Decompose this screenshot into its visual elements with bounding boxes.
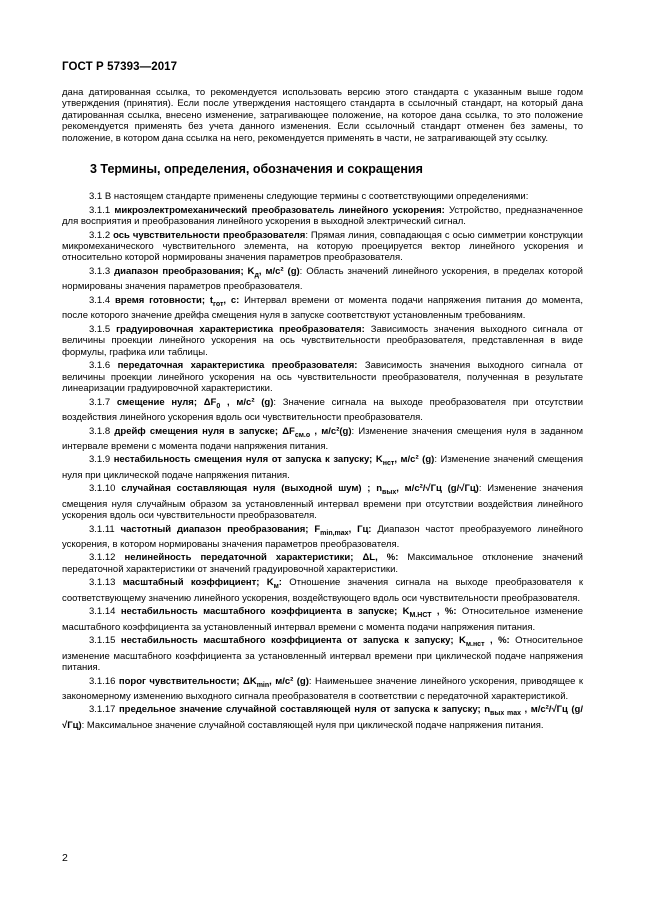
section-lead-paragraph: 3.1 В настоящем стандарте применены следующие термины с соответствующими определениями: xyxy=(89,191,529,203)
term-definition: Зависимость значения выходного сигнала от величины проекции линейного ускорения на ось чувствительности преобразователя, полученная в результате линеаризации градуировочной характеристики. xyxy=(62,360,583,395)
term-unit: , м/с² (g) xyxy=(394,454,435,466)
term-unit: : xyxy=(278,577,282,589)
term-name: масштабный коэффициент; K xyxy=(122,577,274,589)
term-definition: Относительное изменение масштабного коэффициента за установленный интервал времени при циклической подаче напряжения питания. xyxy=(62,635,583,673)
term-definition: : Наименьшее значение линейного ускорения, приводящее к закономерному изменению выходного сигнала преобразователя в соответствии с передаточной характеристикой. xyxy=(62,675,583,702)
document-code-header: ГОСТ Р 57393—2017 xyxy=(62,61,178,73)
term-name: смещение нуля; ΔF xyxy=(116,396,217,408)
term-number: 3.1.2 xyxy=(89,229,114,241)
term-number: 3.1.7 xyxy=(89,396,117,408)
term-entry xyxy=(62,704,583,731)
term-unit: , м/с²(g) xyxy=(310,425,352,437)
term-symbol-subscript: 0 xyxy=(216,402,221,410)
term-definition: : Значение сигнала на выходе преобразователя при отсутствии воздействия линейного ускорения вдоль оси чувствительности преобразователя. xyxy=(62,396,583,423)
term-name: нестабильность смещения нуля от запуска к запуску; K xyxy=(113,454,383,466)
term-unit: , м/с²/√Гц (g/√Гц) xyxy=(62,704,583,731)
term-unit: , м/с² (g) xyxy=(269,675,309,687)
term-entry xyxy=(62,426,583,453)
term-number: 3.1.1 xyxy=(89,204,115,216)
term-number: 3.1.17 xyxy=(89,704,119,716)
term-number: 3.1.12 xyxy=(89,552,125,564)
term-definition: Диапазон частот преобразуемого линейного ускорения, в котором нормированы значения параметров преобразователя. xyxy=(62,523,583,550)
term-entry xyxy=(62,524,583,551)
term-number: 3.1.15 xyxy=(89,635,121,647)
term-name: диапазон преобразования; K xyxy=(114,266,255,278)
term-name: частотный диапазон преобразования; F xyxy=(120,523,321,535)
term-name: предельное значение случайной составляющей нуля от запуска к запуску; n xyxy=(118,704,491,716)
term-entry xyxy=(62,577,583,604)
term-number: 3.1.13 xyxy=(89,577,123,589)
term-entry xyxy=(62,324,583,358)
term-name: случайная составляющая нуля (выходной шум) ; n xyxy=(121,483,383,495)
term-definition: Зависимость значения выходного сигнала от величины проекции линейного ускорения на ось чувствительности преобразователя, представленная в виде формулы, графика или таблицы. xyxy=(62,323,583,358)
terms-list xyxy=(62,205,583,732)
term-entry xyxy=(62,230,583,264)
document-body xyxy=(62,87,583,733)
term-name: время готовности; t xyxy=(114,294,214,306)
term-unit: , %: xyxy=(431,606,457,618)
term-number: 3.1.9 xyxy=(89,454,114,466)
term-symbol-subscript: гот xyxy=(213,300,224,308)
term-unit: , Гц: xyxy=(348,523,372,535)
term-number: 3.1.16 xyxy=(89,675,119,687)
term-number: 3.1.5 xyxy=(89,323,117,335)
term-number: 3.1.8 xyxy=(89,425,115,437)
term-number: 3.1.10 xyxy=(89,483,122,495)
term-name: градуировочная характеристика преобразователя: xyxy=(116,323,365,335)
term-name: дрейф смещения нуля в запуске; ΔF xyxy=(114,425,295,437)
term-entry xyxy=(62,205,583,228)
term-definition: Интервал времени от момента подачи напряжения питания до момента, после которого значение дрейфа смещения нуля в запуске соответствуют установленным требованиям. xyxy=(62,294,583,322)
term-definition: Максимальное отклонение значений передаточной характеристики от значений градуировочной характеристики. xyxy=(62,552,583,575)
term-symbol-subscript: М.НСТ xyxy=(409,612,432,620)
term-definition: Отношение значения сигнала на выходе преобразователя к соответствующему значению линейного ускорения, воздействующего вдоль оси чувствительности преобразователя. xyxy=(62,577,584,604)
term-definition: : Прямая линия, совпадающая с осью симметрии конструкции микромеханического чувствительного элемента, на которую проецируется вектор линейного ускорения и относительно которой нормированы значения параметров преобразователя. xyxy=(62,229,583,264)
term-symbol-subscript: вых xyxy=(382,489,397,497)
term-entry xyxy=(62,397,583,424)
term-definition: : Изменение значений смещения нуля при циклической подаче напряжения питания. xyxy=(62,454,583,481)
term-unit: , м/с²/√Гц (g/√Гц) xyxy=(396,483,479,495)
term-unit: , м/с² (g) xyxy=(220,396,274,408)
term-symbol-subscript: см.о xyxy=(294,431,311,439)
term-symbol-subscript: min xyxy=(256,681,270,689)
term-name: ось чувствительности преобразователя xyxy=(113,229,306,241)
term-name: передаточная характеристика преобразователя: xyxy=(117,360,358,372)
term-name: микроэлектромеханический преобразователь линейного ускорения: xyxy=(114,204,445,216)
term-name: нелинейность передаточной характеристики; ΔL, %: xyxy=(124,552,399,564)
term-unit: , %: xyxy=(484,635,510,647)
term-definition: : Максимальное значение случайной составляющей нуля при циклической подаче напряжения питания. xyxy=(81,719,544,731)
term-entry xyxy=(62,360,583,394)
page-number: 2 xyxy=(62,852,68,864)
term-number: 3.1.3 xyxy=(89,266,115,278)
term-number: 3.1.6 xyxy=(89,360,118,372)
term-definition: : Область значений линейного ускорения, в пределах которой нормированы значения параметров преобразователя. xyxy=(62,266,583,293)
term-entry xyxy=(62,266,583,293)
term-definition: Устройство, предназначенное для восприятия и преобразования линейного ускорения в выходной электрический сигнал. xyxy=(62,204,583,228)
term-unit: , м/с² (g) xyxy=(258,266,300,278)
term-symbol-subscript: нст xyxy=(382,460,395,468)
term-entry xyxy=(62,635,583,673)
term-symbol-subscript: вых max xyxy=(490,710,522,718)
term-definition: : Изменение значения смещения нуля случайным образом за установленный интервал времени при отсутствии воздействия линейного ускорения вдоль оси чувствительности преобразователя. xyxy=(62,483,583,521)
section-title: 3 Термины, определения, обозначения и сокращения xyxy=(90,162,423,177)
term-entry xyxy=(62,676,583,703)
term-entry xyxy=(62,606,583,633)
term-entry xyxy=(62,295,583,322)
term-symbol-subscript: м.нст xyxy=(465,641,485,649)
term-number: 3.1.4 xyxy=(89,294,115,306)
term-symbol-subscript: м xyxy=(273,583,279,591)
term-entry xyxy=(62,552,583,575)
term-name: порог чувствительности; ΔK xyxy=(118,675,257,687)
term-unit: , с: xyxy=(223,294,240,306)
term-number: 3.1.11 xyxy=(89,523,121,535)
term-definition: Относительное изменение масштабного коэффициента за установленный интервал времени с момента подачи напряжения питания. xyxy=(62,606,584,633)
term-name: нестабильность масштабного коэффициента в запуске; K xyxy=(120,606,410,618)
term-entry xyxy=(62,483,583,521)
term-symbol-subscript: min,max xyxy=(320,529,349,537)
term-definition: : Изменение значения смещения нуля в заданном интервале времени с момента подачи напряжения питания. xyxy=(62,425,583,452)
term-number: 3.1.14 xyxy=(89,606,121,618)
intro-paragraph: дана датированная ссылка, то рекомендуется использовать версию этого стандарта с указанным выше годом утверждения (принятия). Если после утверждения настоящего стандарта в ссылочный стандарт, на который дана датированная ссылка, внесено изменение, затрагивающее положение, на которое дана ссылка, то это положение рекомендуется применять без учета данного изменения. Если ссылочный стандарт отменен без замены, то положение, в котором дана ссылка на него, рекомендуется применять в части, не затрагивающей эту ссылку. xyxy=(62,87,583,144)
term-entry xyxy=(62,454,583,481)
term-name: нестабильность масштабного коэффициента от запуска к запуску; K xyxy=(120,635,466,647)
term-symbol-subscript: д xyxy=(254,271,259,279)
